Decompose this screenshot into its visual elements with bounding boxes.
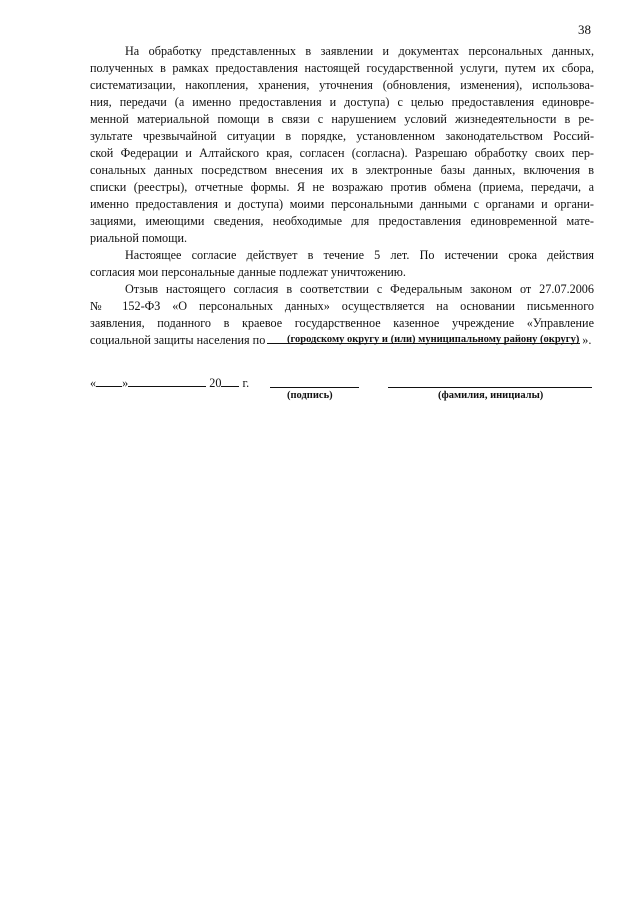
text-line: списки (реестры), отчетные формы. Я не возражаю против обмена (приема, передачи, а [90,180,594,194]
text-line: риальной помощи. [90,231,188,245]
year-prefix: 20 [209,376,222,390]
text-line: № 152-ФЗ «О персональных данных» осуществляется на основании письменного [90,299,594,313]
name-field[interactable] [388,387,592,388]
consent-text [90,43,594,349]
text-line: Настоящее согласие действует в течение 5 лет. По истечении срока действия [125,248,594,262]
text-line: зациями, имеющими сведения, необходимые для предоставления единовременной мате- [90,214,594,228]
text-line: ской Федерации и Алтайского края, согласен (согласна). Разрешаю обработку своих пер- [90,146,594,160]
date-field [90,375,249,391]
district-prefix: социальной защиты населения по [90,333,266,347]
date-open-quote: « [90,376,97,390]
page-number: 38 [578,22,591,37]
year-suffix: г. [242,376,250,390]
district-caption: (городскому округу и (или) муниципальному району (округу) [287,334,580,345]
date-close-quote: » [122,376,129,390]
text-line: заявления, поданного в краевое государственное казенное учреждение «Управление [90,316,594,330]
text-line: сональных данных посредством внесения их в электронные базы данных, включения в [90,163,594,177]
text-line: Отзыв настоящего согласия в соответствии с Федеральным законом от 27.07.2006 [125,282,594,296]
text-line: согласия мои персональные данные подлежат уничтожению. [90,265,406,279]
text-line: полученных в рамках предоставления настоящей государственной услуги, путем их сбора, [90,61,594,75]
text-line: именно предоставления и доступа) моими персональными данными с органами и органи- [90,197,594,211]
year-field[interactable] [221,375,239,387]
signature-field[interactable] [270,387,359,388]
district-suffix: ». [582,333,592,347]
name-caption: (фамилия, инициалы) [438,390,544,401]
text-line: менной материальной помощи в связи с нарушением условий жизнедеятельности в ре- [90,112,594,126]
signature-caption: (подпись) [287,390,333,401]
text-line: зультате чрезвычайной ситуации в порядке, установленном законодательством Россий- [90,129,594,143]
text-line: систематизации, накопления, хранения, уточнения (обновления, изменения), использова- [90,78,594,92]
text-line: ния, передачи (а именно предоставления и доступа) с целью предоставления единовре- [90,95,594,109]
text-line: На обработку представленных в заявлении и документах персональных данных, [125,44,594,58]
month-field[interactable] [128,375,206,387]
day-field[interactable] [96,375,122,387]
